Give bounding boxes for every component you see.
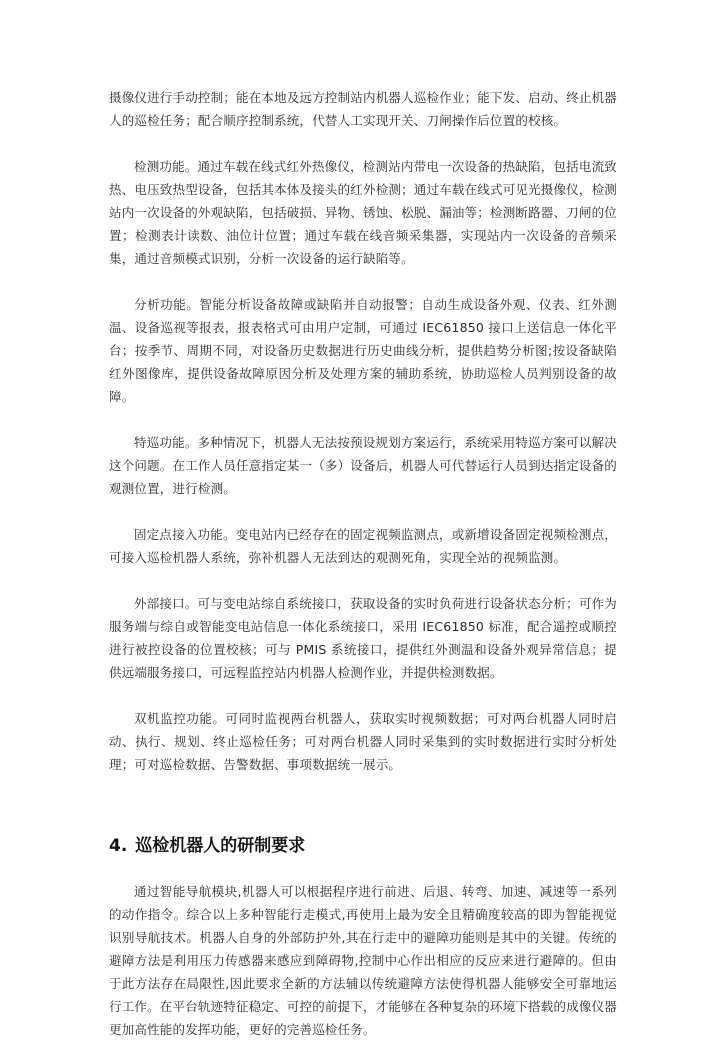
section-heading <box>109 834 617 858</box>
paragraph-spacer <box>109 569 617 592</box>
paragraph-spacer <box>109 500 617 523</box>
section-title: 巡检机器人的研制要求 <box>135 836 306 856</box>
paragraph-fixed-point-access: 固定点接入功能。变电站内已经存在的固定视频监测点，或新增设备固定视频检测点，可接入巡检机器人系统，弥补机器人无法到达的观测死角，实现全站的视频监测。 <box>109 527 617 565</box>
paragraph-external-interface: 外部接口。可与变电站综自系统接口，获取设备的实时负荷进行设备状态分析；可作为服务端与综自或智能变电站信息一体化系统接口，采用 IEC61850 标准，配合遥控或顺控进行被控设备的位置校核；可与 PMIS 系统接口，提供红外测温和设备外观异常信息；提供远端服务接口，可远程监控站内机器人检测作业，并提供检测数据。 <box>109 596 617 680</box>
paragraph-detection-function: 检测功能。通过车载在线式红外热像仪，检测站内带电一次设备的热缺陷，包括电流致热、电压致热型设备，包括其本体及接头的红外检测；通过车载在线式可见光摄像仪，检测站内一次设备的外观缺陷，包括破损、异物、锈蚀、松脱、漏油等；检测断路器、刀闸的位置；检测表计读数、油位计位置；通过车载在线音频采集器，实现站内一次设备的音频采集，通过音频模式识别，分析一次设备的运行缺陷等。 <box>109 159 618 266</box>
section-spacer <box>109 858 617 880</box>
paragraph-spacer <box>109 684 617 707</box>
paragraph-special-inspection: 特巡功能。多种情况下，机器人无法按预设规划方案运行，系统采用特巡方案可以解决这个问题。在工作人员任意指定某一（多）设备后，机器人可代替运行人员到达指定设备的观测位置，进行检测。 <box>109 435 618 496</box>
paragraph-spacer <box>109 132 617 155</box>
section-spacer <box>109 776 617 834</box>
paragraph-analysis-function: 分析功能。智能分析设备故障或缺陷并自动报警；自动生成设备外观、仪表、红外测温、设备巡视等报表，报表格式可由用户定制，可通过 IEC61850 接口上送信息一体化平台；按季节、周期不同，对设备历史数据进行历史曲线分析，提供趋势分析图;按设备缺陷红外图像库，提供设备故障原因分析及处理方案的辅助系统，协助巡检人员判别设备的故障。 <box>109 297 617 404</box>
paragraph-dual-robot-monitoring: 双机监控功能。可同时监视两台机器人，获取实时视频数据；可对两台机器人同时启动、执行、规划、终止巡检任务；可对两台机器人同时采集到的实时数据进行实时分析处理；可对巡检数据、告警数据、事项数据统一展示。 <box>109 711 617 772</box>
paragraph-spacer <box>109 408 617 431</box>
section-number: 4. <box>109 836 128 856</box>
paragraph-development-requirements: 通过智能导航模块,机器人可以根据程序进行前进、后退、转弯、加速、减速等一系列的动作指令。综合以上多种智能行走模式,再使用上最为安全且精确度较高的即为智能视觉识别导航技术。机器人自身的外部防护外,其在行走中的避障功能则是其中的关键。传统的避障方法是利用压力传感器来感应到障碍物,控制中心作出相应的反应来进行避障的。但由于此方法存在局限性,因此要求全新的方法辅以传统避障方法使得机器人能够安全可靠地运行工作。在平台轨迹特征稳定、可控的前提下，才能够在各种复杂的环境下搭载的成像仪器更加高性能的发挥功能，更好的完善巡检任务。 <box>109 884 618 1037</box>
paragraph-control-continued: 摄像仪进行手动控制；能在本地及远方控制站内机器人巡检作业；能下发、启动、终止机器人的巡检任务；配合顺序控制系统，代替人工实现开关、刀闸操作后位置的校核。 <box>109 90 618 128</box>
paragraph-spacer <box>109 270 617 293</box>
document-page <box>109 86 617 1041</box>
